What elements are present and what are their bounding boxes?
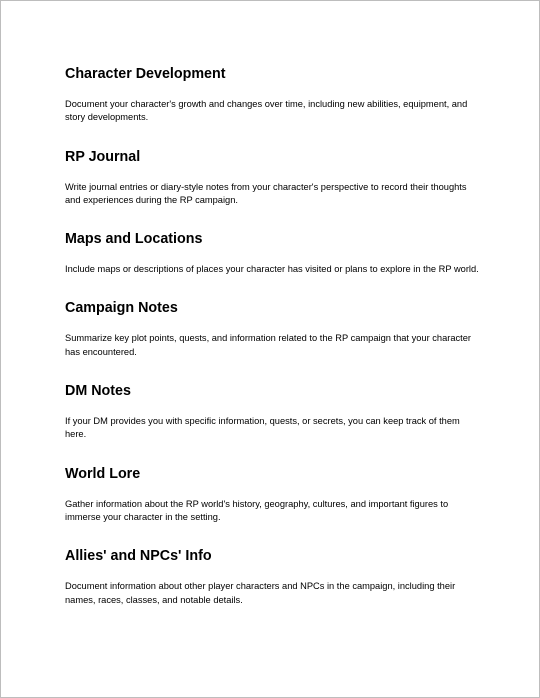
section-campaign-notes [65, 299, 483, 359]
section-heading: Character Development [65, 66, 226, 82]
section-body: Gather information about the RP world's history, geography, cultures, and important figures to immerse your character in the setting. [65, 498, 449, 522]
section-heading: DM Notes [65, 383, 131, 400]
section-heading: Allies' and NPCs' Info [65, 548, 212, 565]
document-content [65, 65, 483, 607]
section-heading: Campaign Notes [65, 300, 178, 317]
section-body: If your DM provides you with specific information, quests, or secrets, you can keep track of them here. [65, 416, 460, 440]
section-body: Summarize key plot points, quests, and information related to the RP campaign that your character has encountered. [65, 333, 472, 357]
section-heading: Maps and Locations [65, 231, 203, 248]
section-allies-and-npcs-info [65, 547, 483, 607]
section-heading: RP Journal [65, 148, 141, 165]
section-body: Write journal entries or diary-style notes from your character's perspective to record their thoughts and experiences during the RP campaign. [65, 181, 467, 205]
section-rp-journal [65, 148, 483, 208]
section-maps-and-locations [65, 230, 483, 276]
section-character-development [65, 65, 483, 125]
section-body: Document information about other player characters and NPCs in the campaign, including their names, races, classes, and notable details. [65, 581, 456, 605]
section-dm-notes [65, 382, 483, 442]
section-world-lore [65, 465, 483, 525]
section-heading: World Lore [65, 465, 141, 482]
section-body: Document your character's growth and changes over time, including new abilities, equipment, and story developments. [65, 99, 468, 123]
section-body: Include maps or descriptions of places your character has visited or plans to explore in the RP world. [65, 264, 479, 275]
